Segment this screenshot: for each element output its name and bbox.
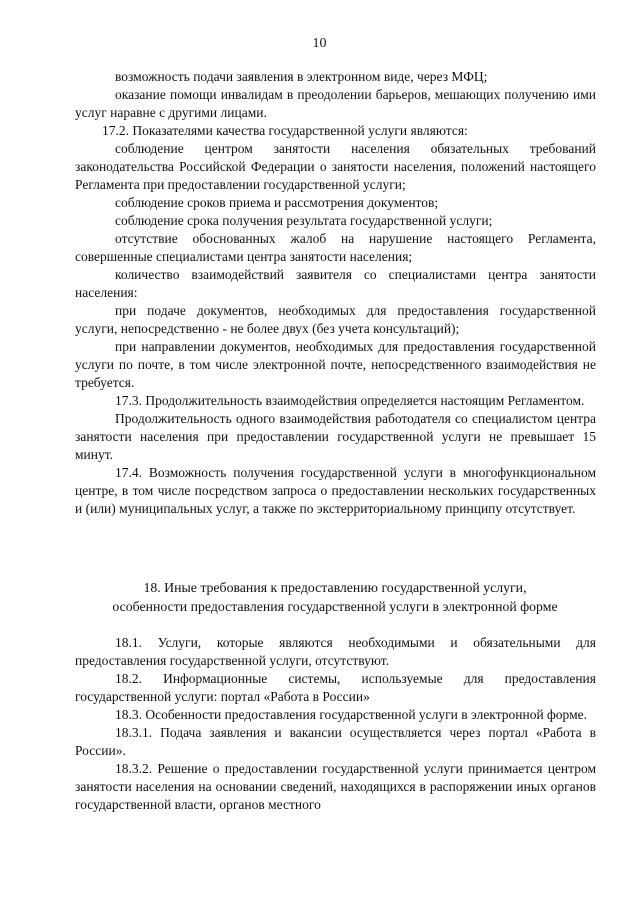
section-heading-line: 18. Иные требования к предоставлению государственной услуги, [143,580,527,595]
paragraph: соблюдение центром занятости населения обязательных требований законодательства Российской Федерации о занятости населения, положений настоящего Регламента при предоставлении государственной услуги; [75,141,596,192]
paragraph: Продолжительность одного взаимодействия работодателя со специалистом центра занятости населения при предоставлении государственной услуги не превышает 15 минут. [75,411,596,462]
paragraph: соблюдение срока получения результата государственной услуги; [115,213,493,228]
paragraph: 18.3.2. Решение о предоставлении государственной услуги принимается центром занятости населения на основании сведений, находящихся в распоряжении иных органов государственной власти, органов местного [75,761,596,812]
bottom-text-block [75,634,596,814]
paragraph: 17.3. Продолжительность взаимодействия определяется настоящим Регламентом. [115,393,585,408]
paragraph: 17.4. Возможность получения государственной услуги в многофункциональном центре, в том числе посредством запроса о предоставлении нескольких государственных и (или) муниципальных услуг, а также по экстерриториальному принципу отсутствует. [75,465,596,516]
paragraph: возможность подачи заявления в электронном виде, через МФЦ; [115,69,488,84]
top-text-block [75,68,596,518]
paragraph: 18.1. Услуги, которые являются необходимыми и обязательными для предоставления государственной услуги, отсутствуют. [75,635,596,668]
paragraph: 18.2. Информационные системы, используемые для предоставления государственной услуги: портал «Работа в России» [75,671,596,704]
paragraph: при подаче документов, необходимых для предоставления государственной услуги, непосредственно - не более двух (без учета консультаций); [75,303,596,336]
paragraph: 17.2. Показателями качества государственной услуги являются: [102,123,468,138]
page-number: 10 [312,36,327,51]
section-heading [60,578,610,616]
paragraph: соблюдение сроков приема и рассмотрения документов; [115,195,439,210]
paragraph: 18.3. Особенности предоставления государственной услуги в электронной форме. [115,707,588,722]
section-heading-line: особенности предоставления государственной услуги в электронной форме [112,599,558,614]
paragraph: отсутствие обоснованных жалоб на нарушение настоящего Регламента, совершенные специалистами центра занятости населения; [75,231,596,264]
paragraph: оказание помощи инвалидам в преодолении барьеров, мешающих получению ими услуг наравне с другими лицами. [75,87,596,120]
paragraph: при направлении документов, необходимых для предоставления государственной услуги по почте, в том числе электронной почте, непосредственного взаимодействия не требуется. [75,339,596,390]
paragraph: 18.3.1. Подача заявления и вакансии осуществляется через портал «Работа в России». [75,725,596,758]
paragraph: количество взаимодействий заявителя со специалистами центра занятости населения: [75,267,596,300]
